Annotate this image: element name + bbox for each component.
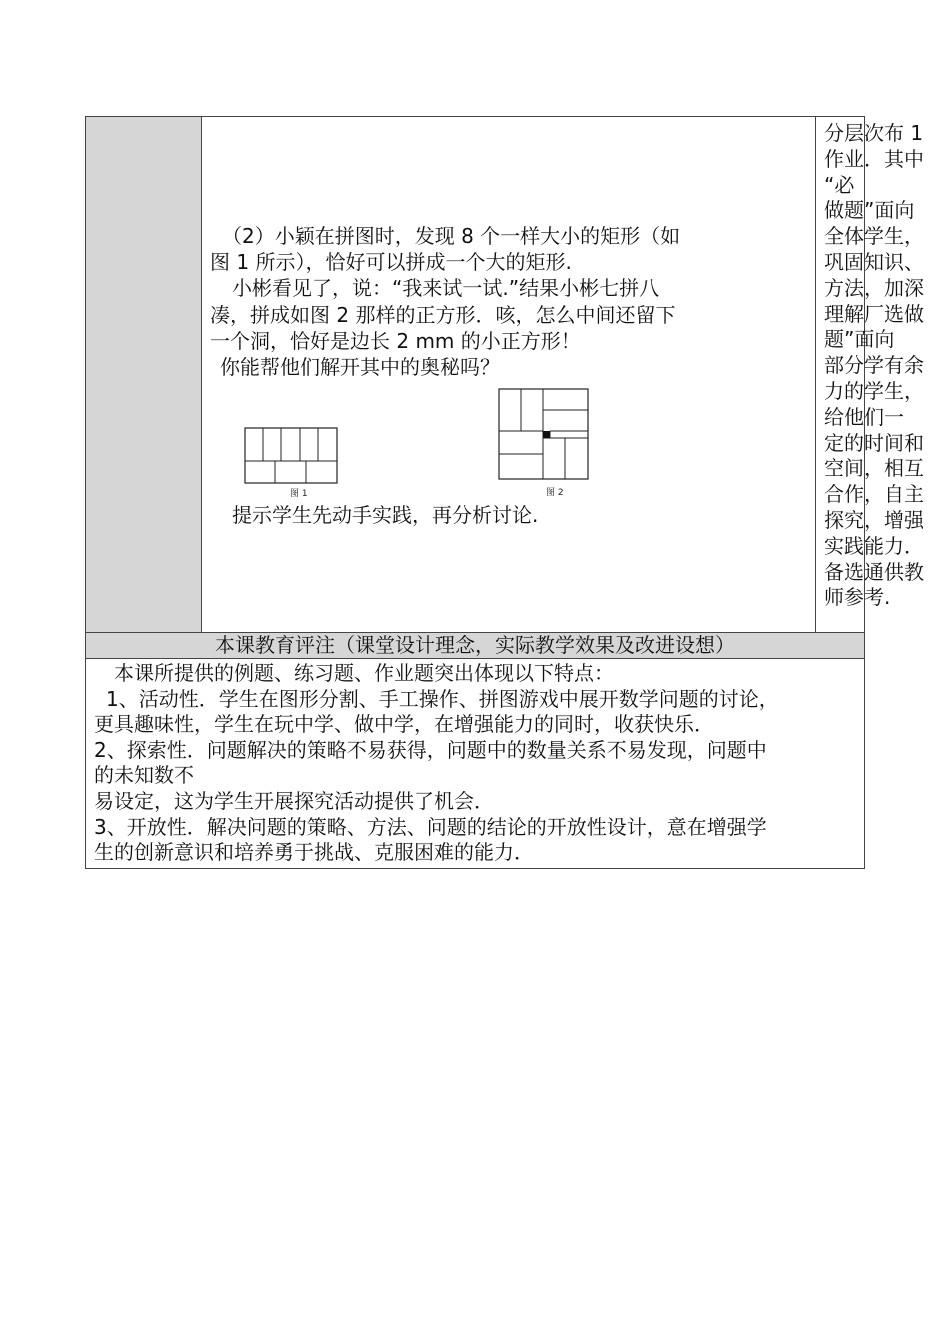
evaluation-header: 本课教育评注（课堂设计理念，实际教学效果及改进设想） xyxy=(86,632,864,659)
note-line: 理解厂选做 xyxy=(824,301,924,326)
summary-point-1a: 1、活动性．学生在图形分割、手工操作、拼图游戏中展开数学问题的讨论， xyxy=(106,686,779,711)
note-line: 方法，加深 xyxy=(824,275,924,300)
notes-cell xyxy=(816,117,924,632)
lesson-table xyxy=(85,116,924,869)
note-line: 定的时间和 xyxy=(824,430,924,455)
figure-1-rectangles xyxy=(244,427,340,485)
summary-point-1b: 更具趣味性，学生在玩中学、做中学，在增强能力的同时，收获快乐． xyxy=(94,712,714,737)
note-line: 备选通供教 xyxy=(824,559,924,584)
note-line: 给他们一 xyxy=(824,404,904,429)
note-line: 实践能力． xyxy=(824,533,924,558)
evaluation-summary xyxy=(94,661,864,866)
note-line: 题”面向 xyxy=(824,327,895,352)
note-line: 合作，自主 xyxy=(824,482,924,507)
summary-point-2c: 易设定，这为学生开展探究活动提供了机会． xyxy=(94,788,494,813)
hole-square xyxy=(543,431,550,438)
note-line: 部分学有余 xyxy=(824,353,924,378)
note-line: 巩固知识、 xyxy=(824,249,924,274)
summary-point-3a: 3、开放性．解决问题的策略、方法、问题的结论的开放性设计，意在增强学 xyxy=(94,814,767,839)
teaching-hint: 提示学生先动手实践，再分析讨论. xyxy=(232,503,539,527)
note-line: 探究，增强 xyxy=(824,507,924,532)
summary-point-2b: 的未知数不 xyxy=(94,763,194,788)
figure-1-caption: 图 1 xyxy=(290,489,308,499)
problem-line-4: 凑，拼成如图 2 那样的正方形．咳，怎么中间还留下 xyxy=(210,302,676,327)
note-line: 师参考. xyxy=(824,585,891,610)
problem-line-3: 小彬看见了，说：“我来试一试.”结果小彬七拼八 xyxy=(232,276,660,301)
note-line: 全体学生， xyxy=(824,224,924,249)
problem-line-6: 你能帮他们解开其中的奥秘吗？ xyxy=(220,355,500,380)
figure-2-square xyxy=(498,388,590,482)
problem-cell xyxy=(202,117,816,632)
summary-point-3b: 生的创新意识和培养勇于挑战、克服困难的能力． xyxy=(94,840,534,865)
problem-text xyxy=(210,223,810,380)
problem-line-5: 一个洞，恰好是边长 2 mm 的小正方形！ xyxy=(210,328,581,353)
problem-line-2: 图 1 所示），恰好可以拼成一个大的矩形. xyxy=(210,250,572,275)
left-shaded-column xyxy=(86,117,202,632)
note-line: 分层次布 1 xyxy=(824,121,924,145)
note-line: 力的学生， xyxy=(824,378,924,403)
problem-line-1: （2）小颖在拼图时，发现 8 个一样大小的矩形（如 xyxy=(222,224,681,248)
note-line: 做题”面向 xyxy=(824,198,915,223)
summary-intro: 本课所提供的例题、练习题、作业题突出体现以下特点： xyxy=(114,661,614,685)
note-line: 作业．其中 xyxy=(824,146,924,171)
note-line: 空间，相互 xyxy=(824,456,924,481)
design-notes xyxy=(824,121,948,611)
figure-2-caption: 图 2 xyxy=(546,488,564,498)
summary-point-2a: 2、探索性．问题解决的策略不易获得，问题中的数量关系不易发现，问题中 xyxy=(94,737,767,762)
note-line: “必 xyxy=(824,172,855,197)
